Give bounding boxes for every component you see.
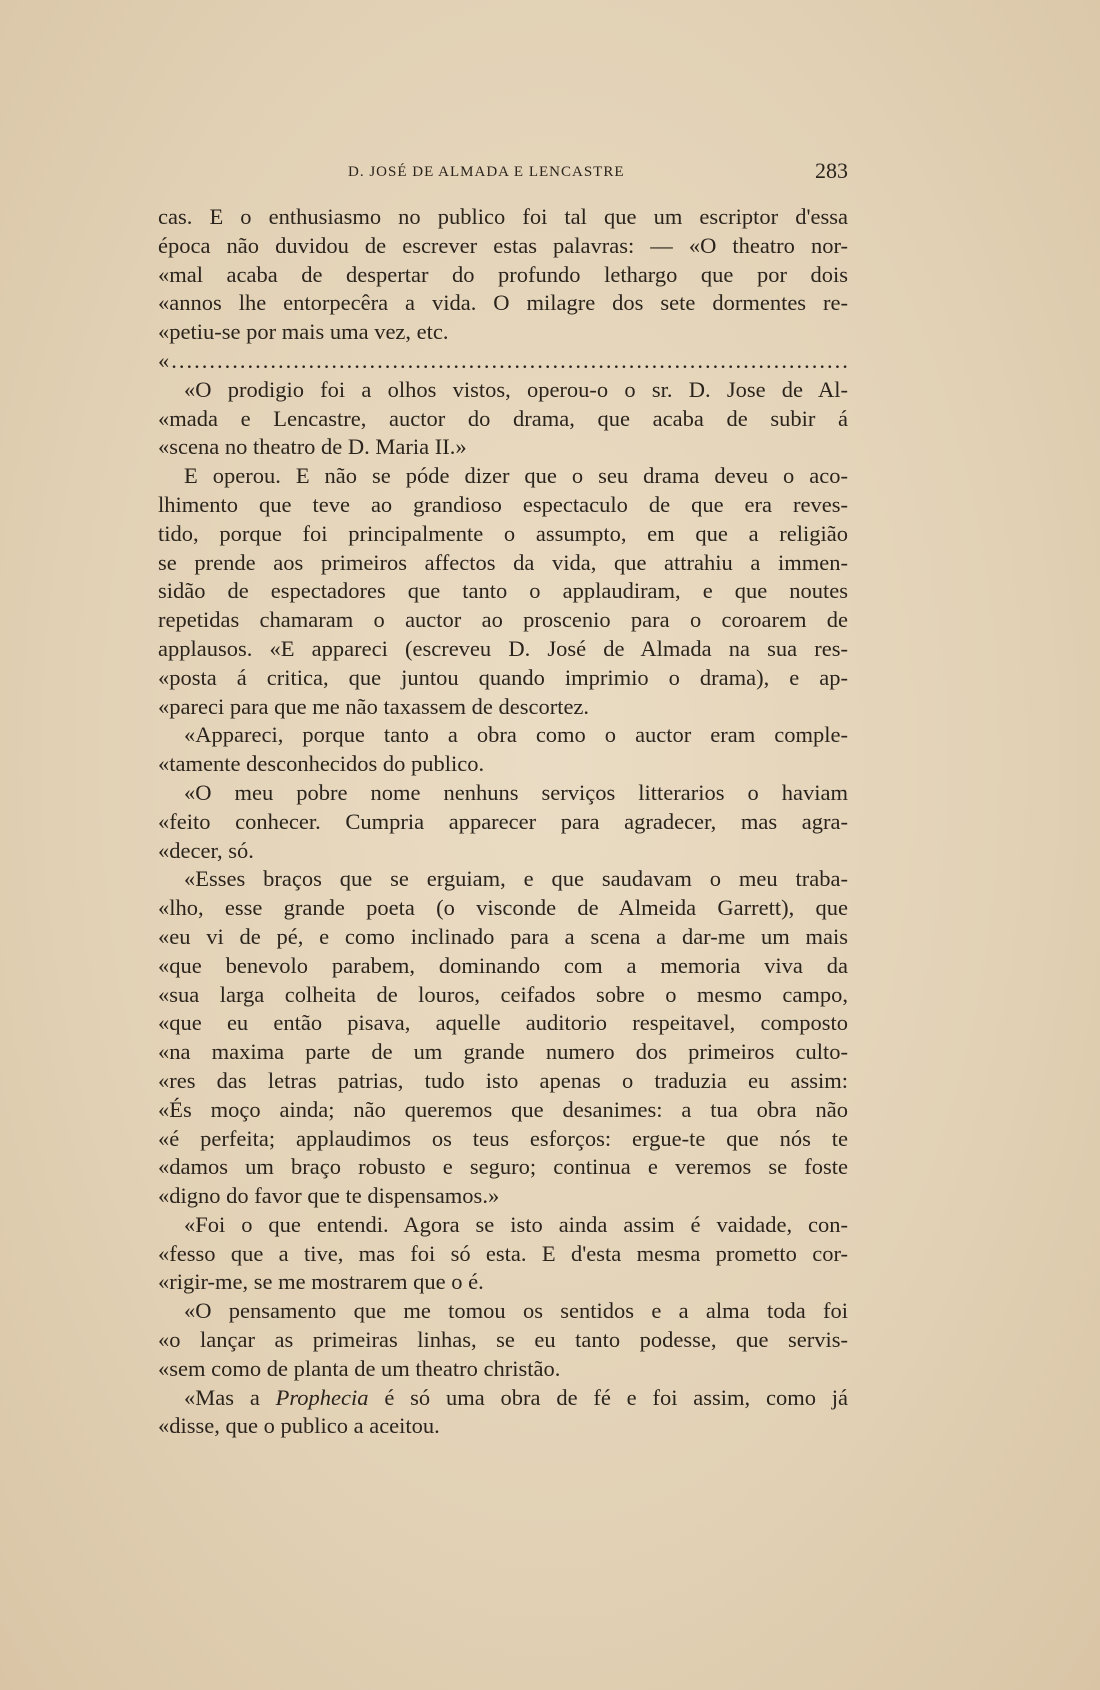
text-line: «Appareci, porque tanto a obra como o auctor eram comple- [184, 722, 848, 748]
text-line: E operou. E não se póde dizer que o seu drama deveu o aco- [184, 463, 848, 489]
text-segment: «Mas a [184, 1384, 260, 1410]
text-line: sidão de espectadores que tanto o applaudiram, e que noutes [158, 578, 848, 604]
text-line: «sua larga colheita de louros, ceifados sobre o mesmo campo, [158, 981, 848, 1007]
text-line: «tamente desconhecidos do publico. [158, 751, 485, 777]
text-line: «o lançar as primeiras linhas, se eu tanto podesse, que servis- [158, 1327, 848, 1353]
ellipsis-quote: « [158, 347, 172, 373]
text-segment: é só uma obra de fé e foi assim, como já [384, 1384, 849, 1410]
text-line: applausos. «E appareci (escreveu D. José de Almada na sua res- [158, 635, 848, 661]
text-line: «eu vi de pé, e como inclinado para a scena a dar-me um mais [158, 923, 848, 949]
text-line: cas. E o enthusiasmo no publico foi tal que um escriptor d'essa [158, 204, 848, 229]
text-line: «rigir-me, se me mostrarem que o é. [158, 1269, 484, 1295]
text-line: «sem como de planta de um theatro christão. [158, 1355, 561, 1381]
text-line: lhimento que teve ao grandioso espectaculo de que era reves- [158, 491, 848, 517]
page-number: 283 [815, 158, 848, 183]
body-text [158, 203, 848, 1441]
text-line: «mal acaba de despertar do profundo lethargo que por dois [158, 261, 848, 287]
text-line: «posta á critica, que juntou quando imprimio o drama), e ap- [158, 664, 848, 690]
text-line: «feito conhecer. Cumpria apparecer para agradecer, mas agra- [158, 808, 848, 834]
text-line: «decer, só. [158, 837, 254, 863]
text-line: «És moço ainda; não queremos que desanimes: a tua obra não [158, 1096, 848, 1122]
text-line: «annos lhe entorpecêra a vida. O milagre dos sete dormentes re- [158, 290, 848, 316]
text-line: «fesso que a tive, mas foi só esta. E d'esta mesma prometto cor- [158, 1240, 848, 1266]
text-line: «na maxima parte de um grande numero dos primeiros culto- [158, 1039, 848, 1065]
text-line: «scena no theatro de D. Maria II.» [158, 434, 467, 460]
text-line: «O meu pobre nome nenhuns serviços litterarios o haviam [184, 779, 848, 805]
text-line: «Foi o que entendi. Agora se isto ainda assim é vaidade, con- [184, 1211, 848, 1237]
page-header [158, 158, 848, 186]
text-line: «Esses braços que se erguiam, e que saudavam o meu traba- [184, 866, 848, 892]
text-line: «digno do favor que te dispensamos.» [158, 1183, 500, 1209]
text-line: «lho, esse grande poeta (o visconde de Almeida Garrett), que [158, 895, 848, 921]
running-head: D. JOSÉ DE ALMADA E LENCASTRE [348, 164, 625, 180]
ellipsis-line [158, 347, 848, 376]
work-title: Prophecia [275, 1384, 369, 1410]
text-line: «é perfeita; applaudimos os teus esforços: ergue-te que nós te [158, 1125, 848, 1151]
text-line: «que eu então pisava, aquelle auditorio respeitavel, composto [158, 1010, 848, 1036]
text-line: tido, porque foi principalmente o assumpto, em que a religião [158, 520, 848, 546]
text-line: «O prodigio foi a olhos vistos, operou-o o sr. D. Jose de Al- [184, 376, 848, 402]
text-line: «res das letras patrias, tudo isto apenas o traduzia eu assim: [158, 1067, 848, 1093]
text-line: se prende aos primeiros affectos da vida, que attrahiu a immen- [158, 549, 848, 575]
text-line: «O pensamento que me tomou os sentidos e a alma toda foi [184, 1298, 848, 1324]
text-line: «que benevolo parabem, dominando com a memoria viva da [158, 952, 848, 978]
text-line: «mada e Lencastre, auctor do drama, que acaba de subir á [158, 405, 848, 431]
text-line: «petiu-se por mais uma vez, etc. [158, 319, 449, 345]
text-line: «damos um braço robusto e seguro; continua e veremos se foste [158, 1154, 848, 1180]
text-line: repetidas chamaram o auctor ao proscenio para o coroarem de [158, 607, 848, 633]
text-line [158, 1384, 848, 1413]
text-line: época não duvidou de escrever estas palavras: — «O theatro nor- [158, 232, 848, 258]
text-line: «disse, que o publico a aceitou. [158, 1413, 440, 1439]
text-line: «pareci para que me não taxassem de descortez. [158, 693, 590, 719]
